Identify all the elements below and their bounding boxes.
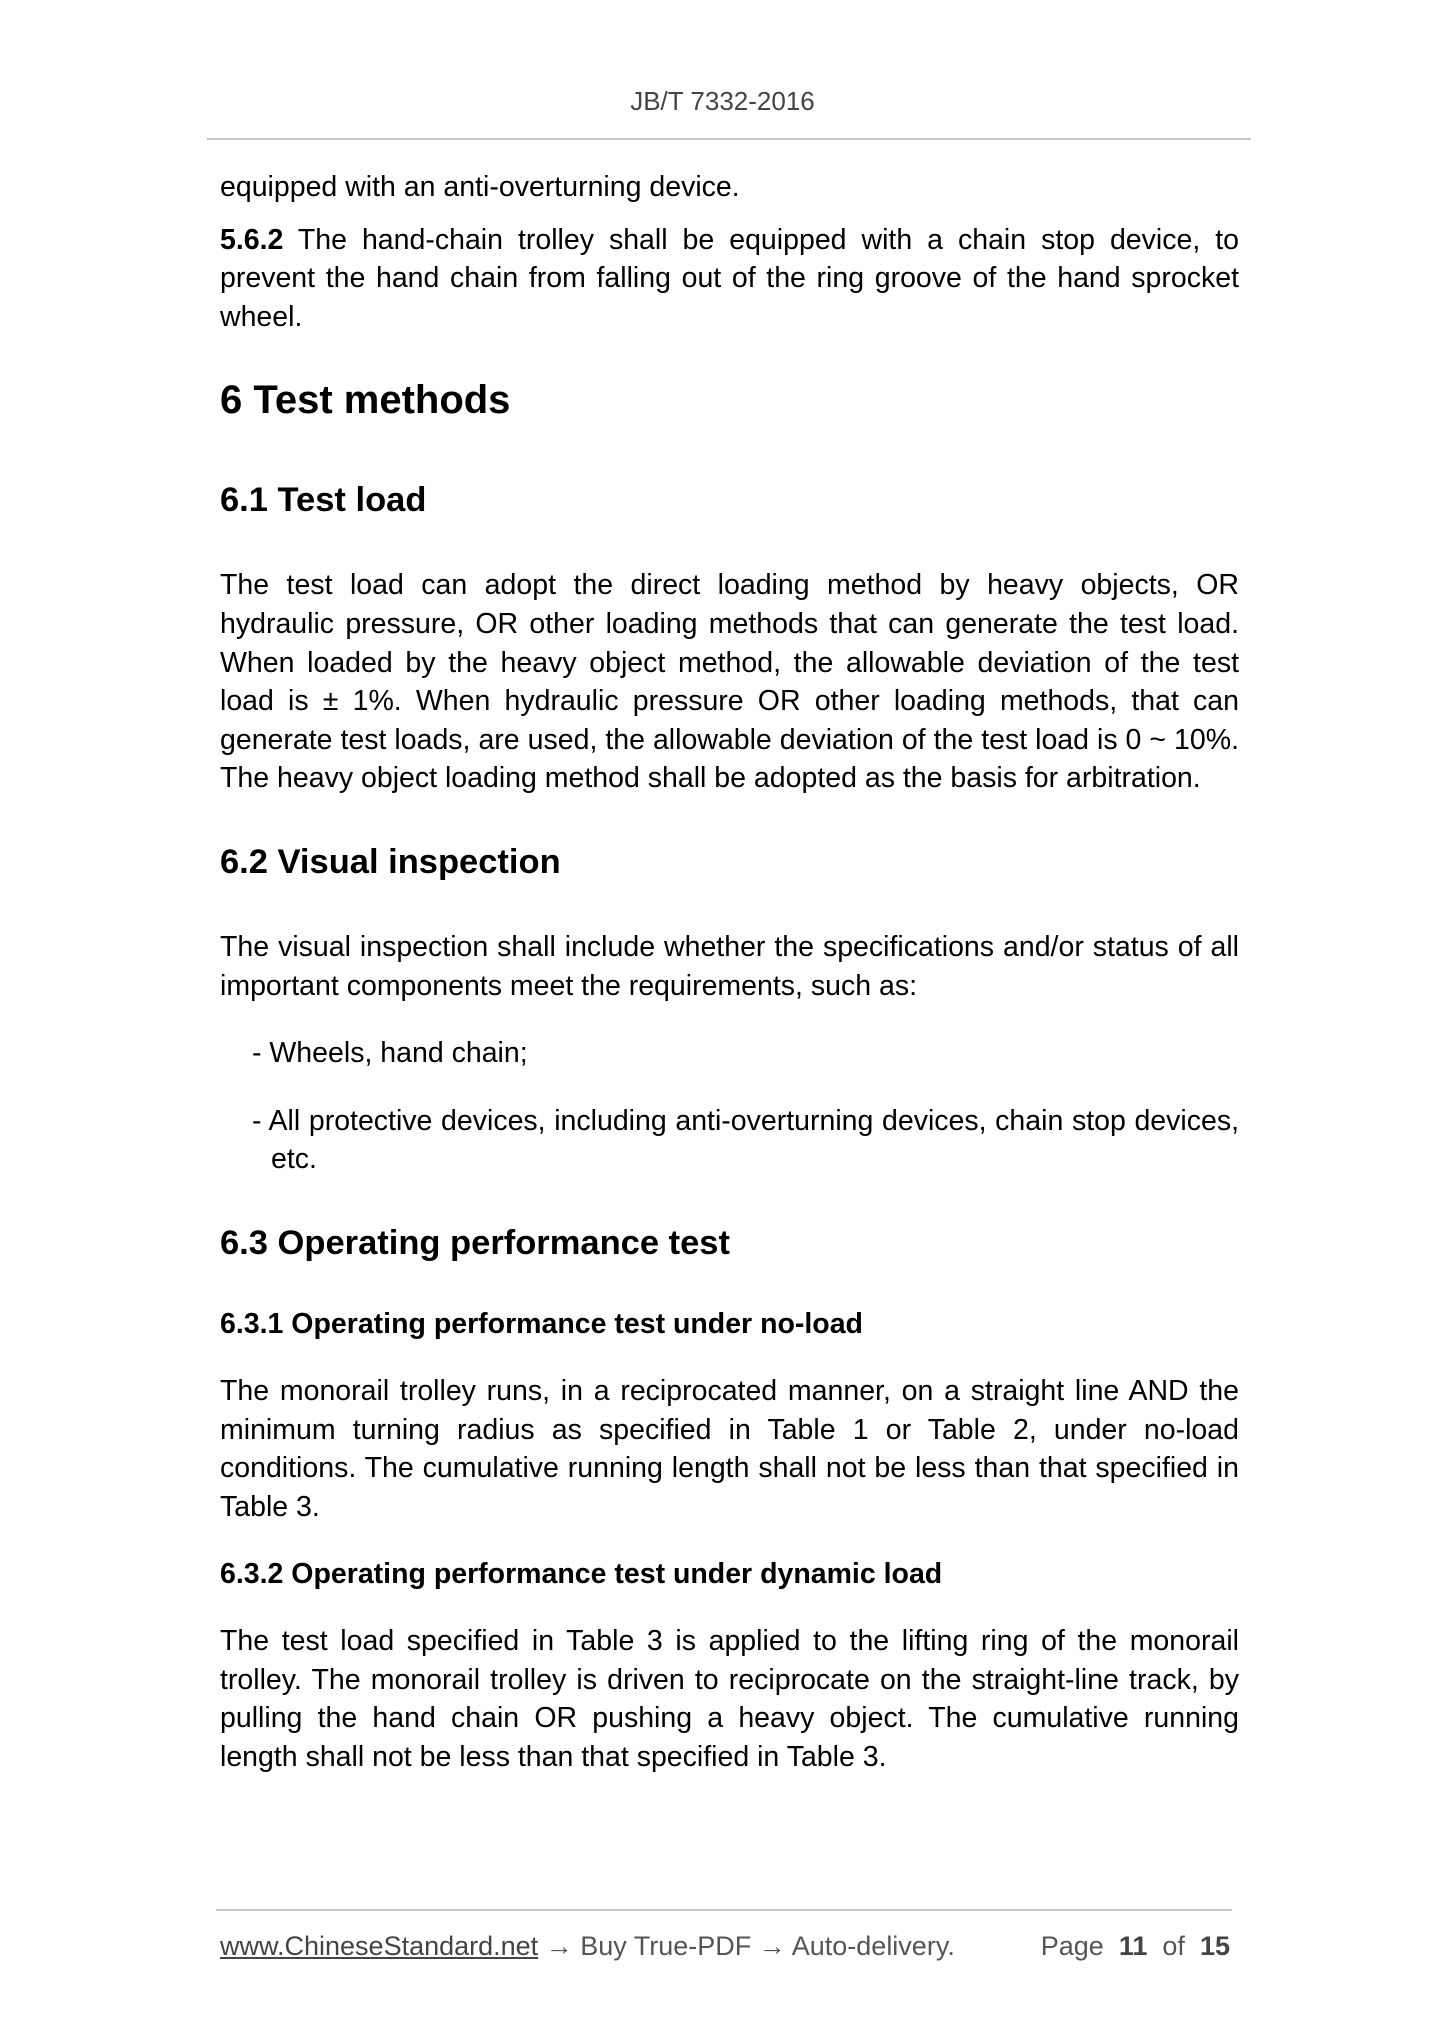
clause-text: The hand-chain trolley shall be equipped with a chain stop device, to prevent the hand chain from falling out of the ring groove of the hand sprocket wheel. <box>220 223 1239 333</box>
section-6-3-heading: 6.3 Operating performance test <box>220 1223 730 1262</box>
section-6-2-paragraph: The visual inspection shall include whether the specifications and/or status of all important components meet the requirements, such as: <box>220 930 1239 1002</box>
section-6-heading: 6 Test methods <box>220 378 511 423</box>
section-6-3-2-paragraph: The test load specified in Table 3 is applied to the lifting ring of the monorail trolley. The monorail trolley is driven to reciprocate on the straight-line track, by pulling the hand chain OR pushing a heavy object. The cumulative running length shall not be less than that specified in Table 3. <box>220 1625 1239 1774</box>
list-item-protective-devices: - All protective devices, including anti-overturning devices, chain stop devices, etc. <box>252 1104 1239 1176</box>
site-link[interactable]: www.ChineseStandard.net <box>220 1931 539 1961</box>
continued-paragraph: equipped with an anti-overturning device. <box>220 171 740 203</box>
list-item-wheels: - Wheels, hand chain; <box>252 1037 528 1070</box>
page-content <box>220 168 1239 1777</box>
section-6-1-heading: 6.1 Test load <box>220 481 427 520</box>
page-total: 15 <box>1199 1931 1230 1961</box>
section-6-3-1-paragraph: The monorail trolley runs, in a reciprocated manner, on a straight line AND the minimum turning radius as specified in Table 1 or Table 2, under no-load conditions. The cumulative running length shall not be less than that specified in Table 3. <box>220 1374 1239 1523</box>
page-number: 11 <box>1118 1931 1148 1961</box>
clause-number: 5.6.2 <box>220 223 284 256</box>
section-6-3-2-heading: 6.3.2 Operating performance test under dynamic load <box>220 1558 943 1591</box>
page-header: JB/T 7332-2016 <box>630 86 815 116</box>
page-footer <box>220 1926 1230 1966</box>
footer-divider <box>216 1909 1232 1911</box>
page-label: Page <box>1040 1931 1104 1961</box>
footer-promo <box>220 1926 955 1966</box>
promo-text: → Buy True-PDF → Auto-delivery. <box>538 1931 955 1961</box>
section-6-1-paragraph: The test load can adopt the direct loading method by heavy objects, OR hydraulic pressure, OR other loading methods that can generate the test load. When loaded by the heavy object method, the allowable deviation of the test load is ± 1%. When hydraulic pressure OR other loading methods, that can generate test loads, are used, the allowable deviation of the test load is 0 ~ 10%. The heavy object loading method shall be adopted as the basis for arbitration. <box>220 569 1239 795</box>
section-6-3-1-heading: 6.3.1 Operating performance test under no-load <box>220 1307 863 1340</box>
header-divider <box>207 138 1251 140</box>
clause-5-6-2 <box>220 221 1239 337</box>
page-indicator <box>1041 1926 1230 1966</box>
section-6-2-heading: 6.2 Visual inspection <box>220 842 561 881</box>
of-label: of <box>1162 1931 1185 1961</box>
